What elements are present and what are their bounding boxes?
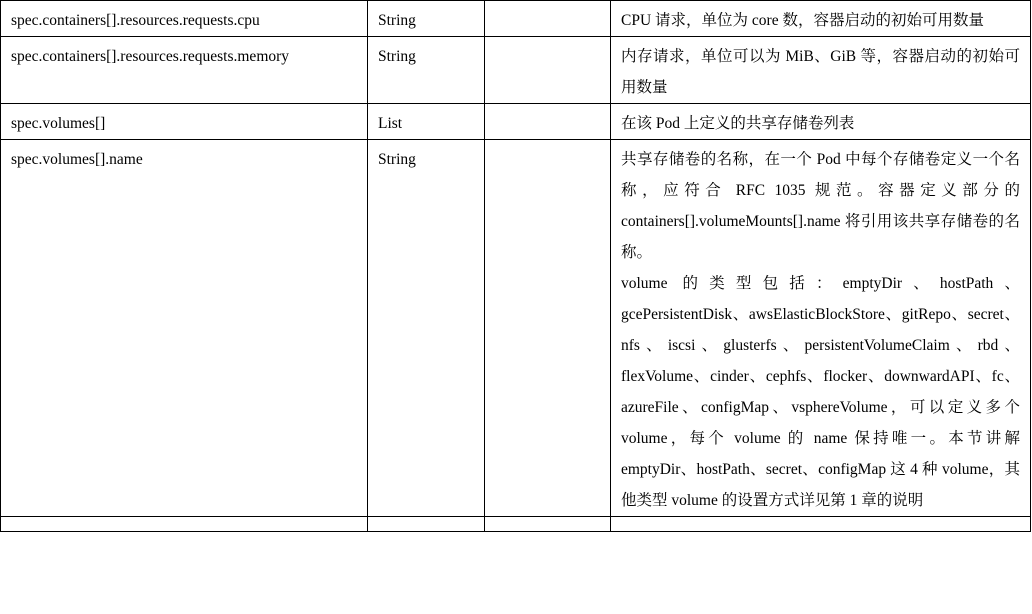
- description-text: CPU 请求，单位为 core 数，容器启动的初始可用数量: [621, 12, 984, 29]
- table-row: [1, 104, 1031, 140]
- description-cell: [611, 37, 1031, 104]
- type-cell: String: [368, 1, 485, 37]
- table-row: [1, 140, 1031, 517]
- required-cell: [485, 517, 611, 532]
- required-cell: [485, 1, 611, 37]
- table-row: [1, 37, 1031, 104]
- description-cell: [611, 140, 1031, 517]
- required-cell: [485, 37, 611, 104]
- field-cell: spec.volumes[].name: [1, 140, 368, 517]
- field-cell: spec.containers[].resources.requests.cpu: [1, 1, 368, 37]
- description-text: 共享存储卷的名称，在一个 Pod 中每个存储卷定义一个名称，应符合 RFC 1035 规范。容器定义部分的 containers[].volumeMounts[].name 将引用该共享存储卷的名称。: [621, 151, 1020, 261]
- description-cell: [611, 1, 1031, 37]
- type-cell: List: [368, 104, 485, 140]
- description-cell: [611, 104, 1031, 140]
- description-text: 在该 Pod 上定义的共享存储卷列表: [621, 115, 855, 132]
- description-text: 内存请求，单位可以为 MiB、GiB 等，容器启动的初始可用数量: [621, 48, 1020, 96]
- field-cell: spec.containers[].resources.requests.memory: [1, 37, 368, 104]
- field-cell: [1, 517, 368, 532]
- table-row: [1, 1, 1031, 37]
- type-cell: String: [368, 37, 485, 104]
- description-text: volume 的类型包括：emptyDir、hostPath、gcePersistentDisk、awsElasticBlockStore、gitRepo、secret、nfs、iscsi、glusterfs、persistentVolumeClaim、rbd、flexVolume、cinder、cephfs、flocker、downwardAPI、fc、azureFile、configMap、vsphereVolume，可以定义多个 volume，每个 volume 的 name 保持唯一。本节讲解 emptyDir、hostPath、secret、configMap 这 4 种 volume，其他类型 volume 的设置方式详见第 1 章的说明: [621, 275, 1020, 509]
- required-cell: [485, 140, 611, 517]
- type-cell: [368, 517, 485, 532]
- description-cell: [611, 517, 1031, 532]
- required-cell: [485, 104, 611, 140]
- type-cell: String: [368, 140, 485, 517]
- table-row-partial: [1, 517, 1031, 532]
- field-cell: spec.volumes[]: [1, 104, 368, 140]
